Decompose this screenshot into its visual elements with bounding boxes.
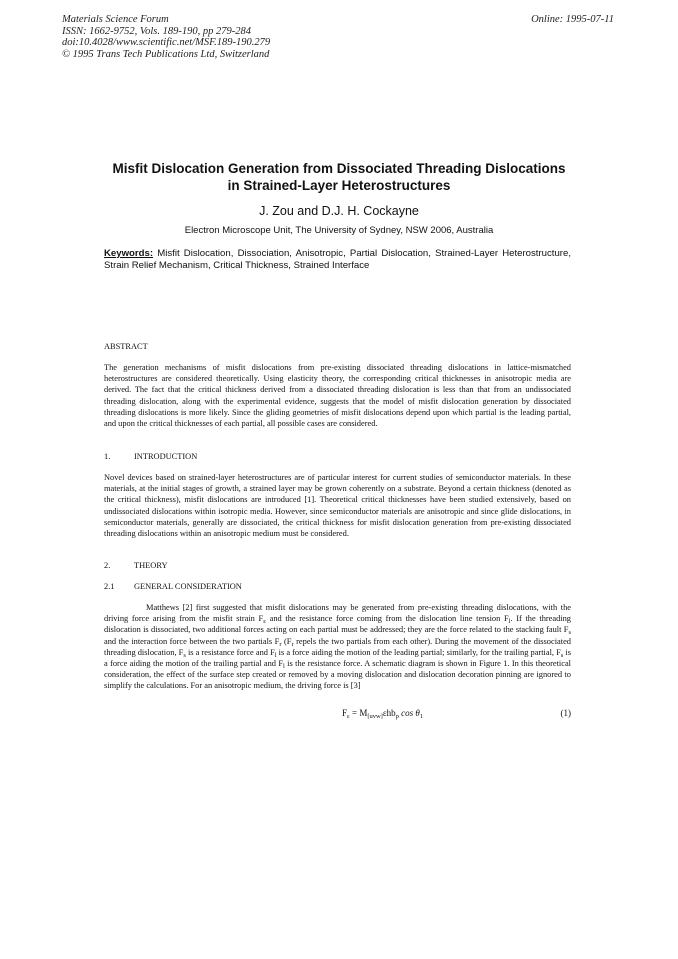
subscript: 1 — [419, 713, 424, 720]
subscript: r — [279, 640, 282, 648]
equation-body — [342, 708, 423, 718]
paper-title — [70, 160, 608, 194]
subscript: s — [183, 651, 186, 659]
subscript: s — [560, 651, 564, 659]
affiliation: Electron Microscope Unit, The University of Sydney, NSW 2006, Australia — [184, 225, 494, 236]
eq-term: = M — [349, 708, 368, 718]
text-run: is a resistance force and F — [185, 647, 275, 657]
eq-term: εhb — [382, 708, 396, 718]
subscript: l — [274, 651, 277, 659]
abstract-text: The generation mechanisms of misfit dislocations from pre-existing dissociated threading dislocations in lattice-mismatched heterostructures are considered theoretically. Using elasticity theory, the corresponding critical thicknesses in anisotropic media are derived. The fact that the critical thickness derived from a dissociated threading dislocation is less than that from an undissociated threading dislocation, along with the experimental evidence, suggests that the model of misfit dislocation generation by dissociated threading dislocations is more likely. Since the gliding geometries of misfit dislocations depend upon which partial is the leading partial, and upon the critical thicknesses of each partial, all possible cases are considered. — [104, 363, 571, 429]
subscript: p — [395, 713, 399, 720]
keywords-label: Keywords: — [104, 248, 154, 259]
section-number: 1. — [104, 452, 111, 461]
section-title: INTRODUCTION — [134, 452, 198, 461]
keywords-block — [104, 248, 571, 272]
abstract-heading: ABSTRACT — [104, 342, 148, 351]
text-run: and the resistance force coming from the dislocation line tension F — [265, 614, 509, 624]
journal-name: Materials Science Forum — [62, 14, 169, 25]
title-line-1: Misfit Dislocation Generation from Dissociated Threading Dislocations — [112, 161, 566, 176]
subscript: ε — [263, 618, 266, 626]
text-run: repels the two partials from each other). During the movement of the dissociated threading dislocation, F — [104, 636, 571, 657]
text-run: (F — [281, 636, 292, 646]
section-1-heading — [104, 451, 197, 462]
subscript: [uvw] — [367, 713, 383, 720]
text-run: is the resistance force. A schematic diagram is shown in Figure 1. In this theoretical consideration, the effect of the surface step created or removed by a moving dislocation and dislocation decoration pinning are ignored to simplify the calculations. For an anisotropic medium, the driving force is [3] — [104, 659, 571, 691]
subscript: l — [283, 663, 285, 671]
eq-term: F — [342, 708, 348, 718]
title-line-2: in Strained-Layer Heterostructures — [227, 178, 451, 193]
text-run: is a force aiding the motion of the leading partial; similarly, for the trailing partial, F — [276, 647, 561, 657]
text-run: . If the threading dislocation is dissociated, two additional forces acting on each partial must be addressed; they are the force related to the stacking fault F — [104, 614, 571, 635]
authors: J. Zou and D.J. H. Cockayne — [259, 204, 419, 218]
text-run: Matthews [2] first suggested that misfit dislocations may be generated from pre-existing threading dislocations, with the driving force arising from the misfit strain F — [104, 603, 571, 624]
general-consideration-text — [104, 602, 571, 692]
text-run: is a force aiding the motion of the trailing partial and F — [104, 647, 571, 669]
doi-line: doi:10.4028/www.scientific.net/MSF.189-190.279 — [62, 37, 271, 49]
section-number: 2.1 — [104, 582, 115, 591]
subscript: s — [568, 629, 571, 637]
text-run: and the interaction force between the two partials F — [104, 636, 280, 646]
section-number: 2. — [104, 561, 111, 570]
section-2-1-heading — [104, 581, 242, 592]
section-title: GENERAL CONSIDERATION — [134, 582, 242, 591]
section-2-heading — [104, 560, 168, 571]
subscript: ε — [347, 713, 350, 720]
introduction-text: Novel devices based on strained-layer heterostructures are of particular interest for current studies of semiconductor materials. In these materials, at the initial stages of growth, a strained layer may be grown coherently on a substrate. Beyond a certain thickness (denoted as the critical thickness), misfit dislocations are introduced [1]. Theoretical critical thicknesses have been studied extensively, based on undissociated dislocations within isotropic media. However, since semiconductor materials are anisotropic and since glide dislocations, in semiconductor materials, generally are dissociated, the critical thickness for misfit dislocation generation from pre-existing dissociated threading dislocations within an anisotropic medium must be considered. — [104, 473, 571, 539]
keywords-text: Misfit Dislocation, Dissociation, Anisotropic, Partial Dislocation, Strained-Layer Heterostructure, Strain Relief Mechanism, Critical Thickness, Strained Interface — [104, 248, 571, 271]
section-title: THEORY — [134, 561, 168, 570]
eq-term: cos θ — [398, 708, 420, 718]
online-date: Online: 1995-07-11 — [531, 14, 614, 25]
subscript: l — [508, 618, 511, 626]
equation-number: (1) — [560, 708, 571, 718]
journal-header — [62, 14, 270, 60]
issn-line: ISSN: 1662-9752, Vols. 189-190, pp 279-284 — [62, 25, 251, 37]
copyright-line: © 1995 Trans Tech Publications Ltd, Switzerland — [62, 48, 270, 60]
subscript: r — [291, 640, 294, 648]
equation-1 — [104, 708, 571, 720]
